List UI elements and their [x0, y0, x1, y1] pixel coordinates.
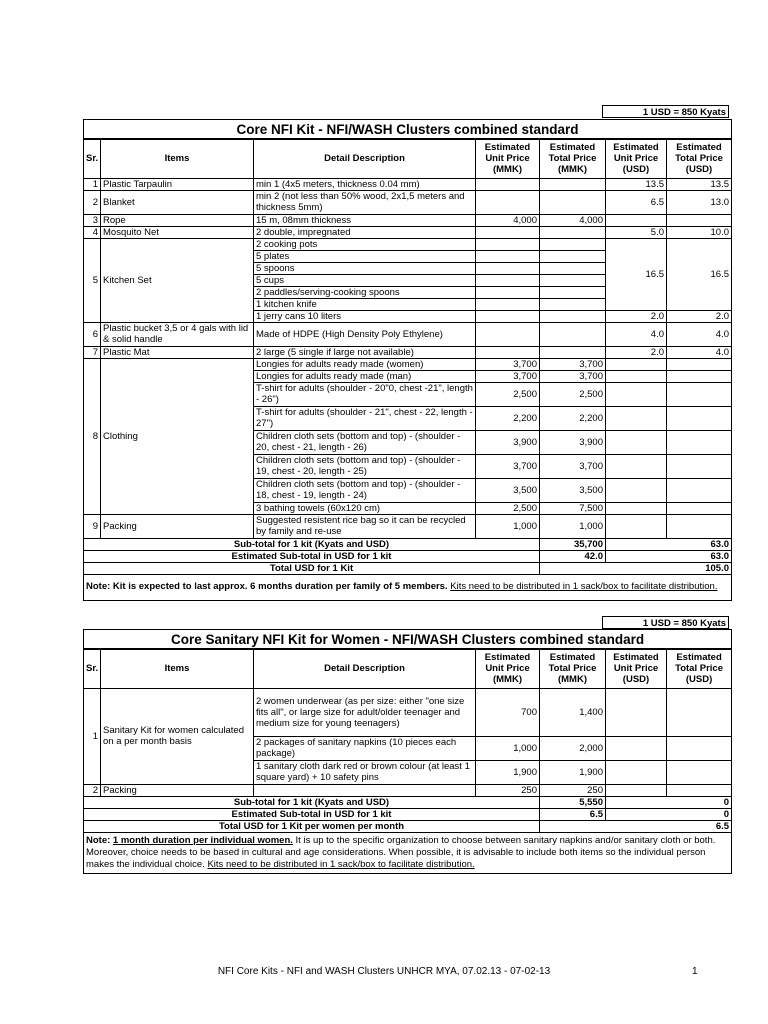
total-mmk [540, 178, 606, 190]
total-mmk: 3,900 [540, 430, 606, 454]
item: Sanitary Kit for women calculated on a per month basis [101, 688, 254, 784]
total-mmk: 3,700 [540, 370, 606, 382]
item: Packing [101, 784, 254, 796]
unit-mmk: 3,700 [476, 454, 540, 478]
estimated-label: Estimated Sub-total in USD for 1 kit [84, 550, 540, 562]
unit-mmk: 3,700 [476, 370, 540, 382]
sr: 6 [84, 322, 101, 346]
unit-mmk: 250 [476, 784, 540, 796]
exchange-rate-2: 1 USD = 850 Kyats [602, 616, 729, 629]
total-mmk: 3,500 [540, 478, 606, 502]
estimated-usd: 0 [606, 808, 732, 820]
unit-mmk [476, 226, 540, 238]
unit-mmk: 2,200 [476, 406, 540, 430]
total-mmk: 2,500 [540, 382, 606, 406]
detail: Children cloth sets (bottom and top) - (shoulder - 18, chest - 19, length - 24) [254, 478, 476, 502]
total-mmk: 4,000 [540, 214, 606, 226]
header-detail: Detail Description [254, 139, 476, 178]
detail: Children cloth sets (bottom and top) - (shoulder - 19, chest - 20, length - 25) [254, 454, 476, 478]
detail: 5 plates [254, 250, 476, 262]
table-row [84, 784, 732, 796]
sr: 1 [84, 688, 101, 784]
detail: 15 m, 08mm thickness [254, 214, 476, 226]
total-mmk: 3,700 [540, 358, 606, 370]
detail: Made of HDPE (High Density Poly Ethylene) [254, 322, 476, 346]
subtotal-usd: 63.0 [606, 538, 732, 550]
header-total-mmk: Estimated Total Price (MMK) [540, 649, 606, 688]
note-bold: Note: Kit is expected to last approx. 6 months duration per family of 5 members. [86, 581, 448, 592]
unit-mmk: 1,000 [476, 514, 540, 538]
subtotal-label: Sub-total for 1 kit (Kyats and USD) [84, 538, 540, 550]
header-detail: Detail Description [254, 649, 476, 688]
unit-mmk: 3,500 [476, 478, 540, 502]
item: Clothing [101, 358, 254, 514]
total-mmk: 250 [540, 784, 606, 796]
page-number: 1 [692, 966, 698, 977]
total-mmk: 2,200 [540, 406, 606, 430]
estimated-mmk: 42.0 [540, 550, 606, 562]
note-body: It is up to the specific organization to choose between sanitary napkins and/or sanitary cloth or both. Moreover, choice needs to be based in cultural and age considerations. When possible, it is advisable to include both items so the individual person makes the individual choice. [86, 834, 716, 870]
total-usd [667, 214, 732, 226]
total-usd: 4.0 [667, 322, 732, 346]
detail: min 2 (not less than 50% wood, 2x1,5 meters and thickness 5mm) [254, 190, 476, 214]
unit-usd: 2.0 [606, 310, 667, 322]
item: Rope [101, 214, 254, 226]
detail: Longies for adults ready made (women) [254, 358, 476, 370]
estimated-subtotal-row [84, 808, 732, 820]
detail: 2 paddles/serving-cooking spoons [254, 286, 476, 298]
total-mmk [540, 190, 606, 214]
unit-usd: 5.0 [606, 226, 667, 238]
header-unit-usd: Estimated Unit Price (USD) [606, 139, 667, 178]
detail: Longies for adults ready made (man) [254, 370, 476, 382]
item: Plastic Tarpaulin [101, 178, 254, 190]
unit-usd [606, 214, 667, 226]
subtotal-usd: 0 [606, 796, 732, 808]
estimated-subtotal-row [84, 550, 732, 562]
total-usd: 6.5 [540, 820, 732, 832]
total-mmk: 1,000 [540, 514, 606, 538]
total-usd: 105.0 [540, 562, 732, 574]
detail: Suggested resistent rice bag so it can be recycled by family and re-use [254, 514, 476, 538]
unit-usd: 13.5 [606, 178, 667, 190]
note [84, 832, 732, 873]
table-row [84, 322, 732, 346]
sr: 4 [84, 226, 101, 238]
sr: 2 [84, 784, 101, 796]
sr: 5 [84, 238, 101, 322]
sr: 8 [84, 358, 101, 514]
detail: 2 packages of sanitary napkins (10 pieces each package) [254, 736, 476, 760]
sr: 1 [84, 178, 101, 190]
table-row [84, 514, 732, 538]
header-total-mmk: Estimated Total Price (MMK) [540, 139, 606, 178]
estimated-mmk: 6.5 [540, 808, 606, 820]
total-mmk: 1,900 [540, 760, 606, 784]
unit-mmk [476, 190, 540, 214]
header-unit-usd: Estimated Unit Price (USD) [606, 649, 667, 688]
item: Plastic bucket 3,5 or 4 gals with lid & solid handle [101, 322, 254, 346]
item: Kitchen Set [101, 238, 254, 322]
total-mmk: 3,700 [540, 454, 606, 478]
note-duration: 1 month duration per individual women. [112, 834, 293, 846]
unit-mmk: 1,900 [476, 760, 540, 784]
detail: 5 cups [254, 274, 476, 286]
detail: 1 kitchen knife [254, 298, 476, 310]
note-row [84, 574, 732, 600]
unit-mmk: 3,900 [476, 430, 540, 454]
header-total-usd: Estimated Total Price (USD) [667, 139, 732, 178]
detail: 5 spoons [254, 262, 476, 274]
unit-usd: 16.5 [606, 238, 667, 310]
unit-mmk [476, 178, 540, 190]
table-row [84, 358, 732, 370]
subtotal-mmk: 5,550 [540, 796, 606, 808]
item: Blanket [101, 190, 254, 214]
detail: min 1 (4x5 meters, thickness 0.04 mm) [254, 178, 476, 190]
detail: 2 women underwear (as per size: either "one size fits all", or large size for adult/older teenager and medium size for young teenagers) [254, 688, 476, 736]
note-underline: Kits need to be distributed in 1 sack/box to facilitate distribution. [450, 581, 718, 592]
total-label: Total USD for 1 Kit per women per month [84, 820, 540, 832]
note-row [84, 832, 732, 873]
total-mmk: 1,400 [540, 688, 606, 736]
total-usd: 2.0 [667, 310, 732, 322]
estimated-usd: 63.0 [606, 550, 732, 562]
table-row [84, 688, 732, 736]
item: Packing [101, 514, 254, 538]
table-row [84, 238, 732, 250]
footer-text: NFI Core Kits - NFI and WASH Clusters UNHCR MYA, 07.02.13 - 07-02-13 [217, 966, 551, 977]
unit-usd: 6.5 [606, 190, 667, 214]
detail: 2 cooking pots [254, 238, 476, 250]
header-total-usd: Estimated Total Price (USD) [667, 649, 732, 688]
unit-mmk: 4,000 [476, 214, 540, 226]
total-label: Total USD for 1 Kit [84, 562, 540, 574]
estimated-label: Estimated Sub-total in USD for 1 kit [84, 808, 540, 820]
total-usd: 16.5 [667, 238, 732, 310]
detail: T-shirt for adults (shoulder - 20"0, chest -21", length - 26") [254, 382, 476, 406]
sanitary-kit-table [83, 629, 732, 874]
header-items: Items [101, 139, 254, 178]
sr: 2 [84, 190, 101, 214]
total-usd: 13.0 [667, 190, 732, 214]
sr: 9 [84, 514, 101, 538]
note [84, 574, 732, 600]
subtotal-row [84, 538, 732, 550]
item: Mosquito Net [101, 226, 254, 238]
detail: Children cloth sets (bottom and top) - (shoulder - 20, chest - 21, length - 26) [254, 430, 476, 454]
sr: 3 [84, 214, 101, 226]
table-title: Core NFI Kit - NFI/WASH Clusters combined standard [84, 120, 732, 140]
total-row [84, 820, 732, 832]
table-row [84, 226, 732, 238]
table-title: Core Sanitary NFI Kit for Women - NFI/WASH Clusters combined standard [84, 630, 732, 650]
subtotal-label: Sub-total for 1 kit (Kyats and USD) [84, 796, 540, 808]
total-mmk [540, 226, 606, 238]
exchange-rate-1: 1 USD = 850 Kyats [602, 105, 729, 118]
header-row [84, 649, 732, 688]
table-row [84, 346, 732, 358]
header-sr: Sr. [84, 139, 101, 178]
total-usd: 10.0 [667, 226, 732, 238]
unit-mmk: 2,500 [476, 382, 540, 406]
unit-mmk: 1,000 [476, 736, 540, 760]
header-unit-mmk: Estimated Unit Price (MMK) [476, 139, 540, 178]
sr: 7 [84, 346, 101, 358]
total-row [84, 562, 732, 574]
table-row [84, 214, 732, 226]
core-nfi-kit-table [83, 119, 732, 601]
detail: 1 jerry cans 10 liters [254, 310, 476, 322]
total-mmk: 2,000 [540, 736, 606, 760]
note-prefix: Note: [86, 834, 111, 846]
table-row [84, 178, 732, 190]
detail: 1 sanitary cloth dark red or brown colour (at least 1 square yard) + 10 safety pins [254, 760, 476, 784]
detail: 3 bathing towels (60x120 cm) [254, 502, 476, 514]
detail: 2 double, impregnated [254, 226, 476, 238]
total-usd: 4.0 [667, 346, 732, 358]
total-mmk: 7,500 [540, 502, 606, 514]
unit-mmk: 2,500 [476, 502, 540, 514]
subtotal-mmk: 35,700 [540, 538, 606, 550]
header-row [84, 139, 732, 178]
header-unit-mmk: Estimated Unit Price (MMK) [476, 649, 540, 688]
note-distribution: Kits need to be distributed in 1 sack/box to facilitate distribution. [207, 858, 475, 870]
detail [254, 784, 476, 796]
unit-mmk: 3,700 [476, 358, 540, 370]
detail: 2 large (5 single if large not available) [254, 346, 476, 358]
unit-usd: 4.0 [606, 322, 667, 346]
unit-mmk: 700 [476, 688, 540, 736]
table-row [84, 190, 732, 214]
detail: T-shirt for adults (shoulder - 21", chest - 22, length - 27") [254, 406, 476, 430]
header-sr: Sr. [84, 649, 101, 688]
subtotal-row [84, 796, 732, 808]
unit-usd: 2.0 [606, 346, 667, 358]
total-usd: 13.5 [667, 178, 732, 190]
item: Plastic Mat [101, 346, 254, 358]
header-items: Items [101, 649, 254, 688]
